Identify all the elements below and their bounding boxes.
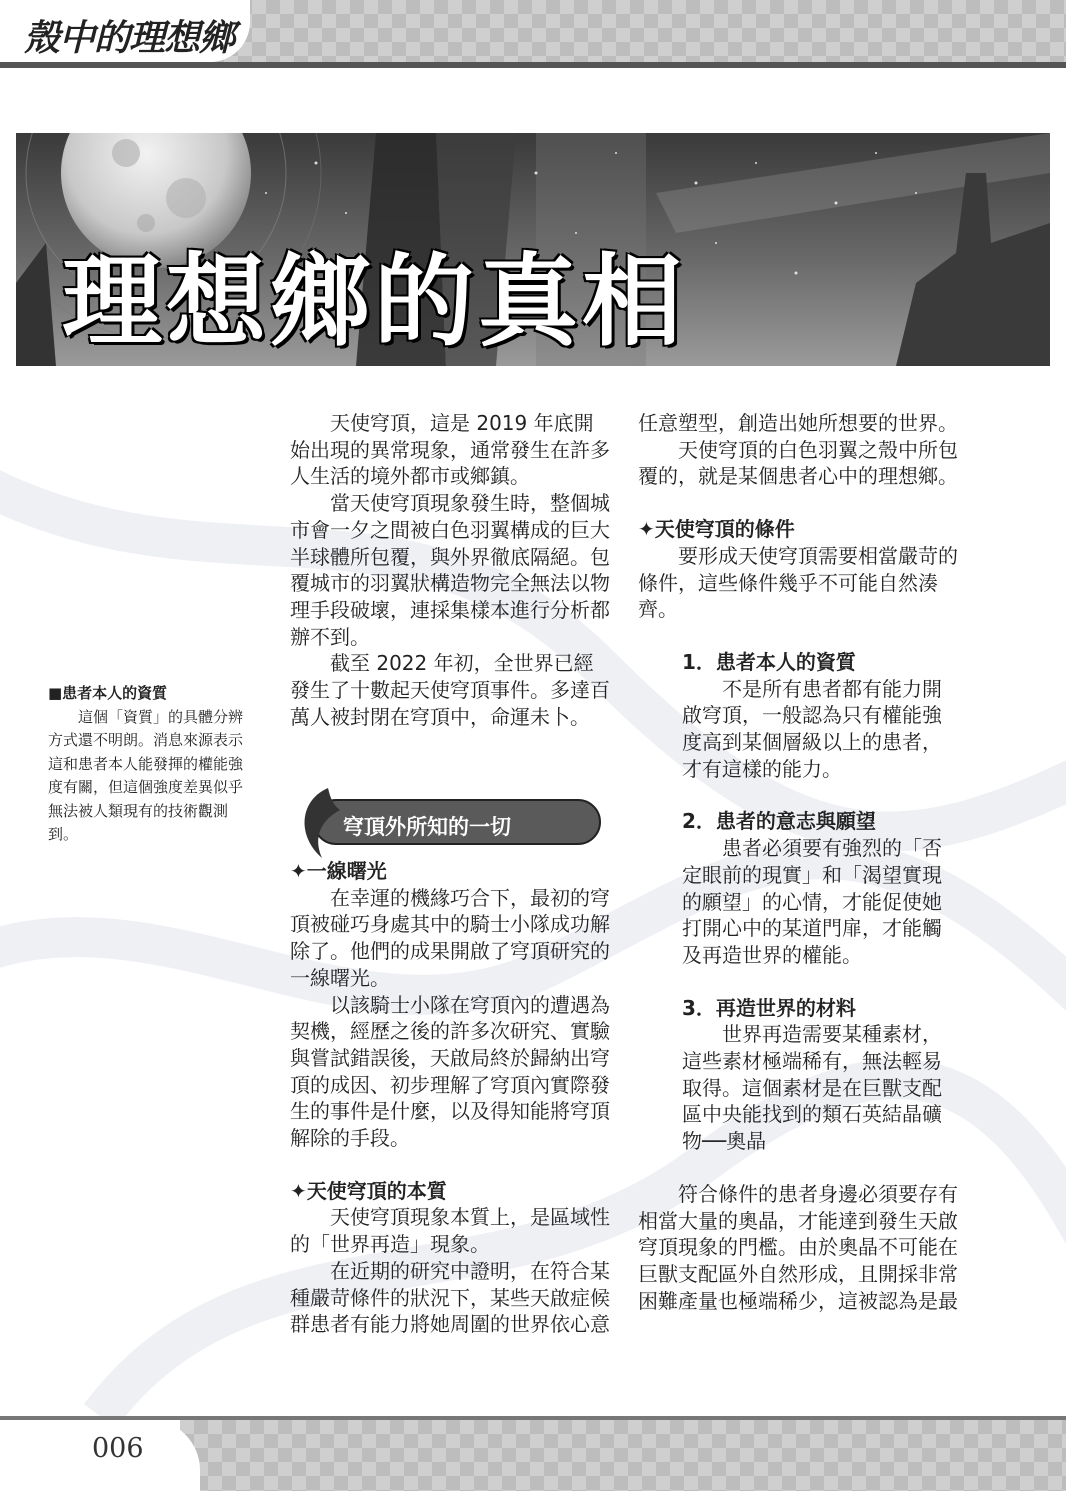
section-heading: 穹頂外所知的一切 xyxy=(343,815,511,839)
condition-list xyxy=(638,649,960,1155)
condition-body: 不是所有患者都有能力開啟穹頂，一般認為只有權能強度高到某個層級以上的患者，才有這樣的能力。 xyxy=(682,676,942,781)
column-1-bottom xyxy=(290,858,612,1338)
paragraph: 在近期的研究中證明，在符合某種嚴苛條件的狀況下，某些天啟症候群患者有能力將她周圍的世界依心意 xyxy=(290,1258,610,1337)
subsection-heading: ✦天使穹頂的條件 xyxy=(638,517,795,542)
paragraph: 任意塑型，創造出她所想要的世界。 xyxy=(638,411,958,435)
condition-body: 患者必須要有強烈的「否定眼前的現實」和「渴望實現的願望」的心情，才能促使她打開心中的某道門扉，才能觸及再造世界的權能。 xyxy=(682,836,942,967)
sidebar-body: 這個「資質」的具體分辨方式還不明朗。消息來源表示這和患者本人能發揮的權能強度有關，但這個強度差異似乎無法被人類現有的技術觀測到。 xyxy=(48,707,244,843)
column-1-top xyxy=(290,410,612,730)
paragraph: 天使穹頂，這是 2019 年底開始出現的異常現象，通常發生在許多人生活的境外都市或鄉鎮。 xyxy=(290,411,610,489)
header-rule xyxy=(0,62,1066,68)
footer-pattern xyxy=(180,1420,1066,1491)
paragraph: 符合條件的患者身邊必須要存有相當大量的奧晶，才能達到發生天啟穹頂現象的門檻。由於奧晶不可能在巨獸支配區外自然形成，且開採非常困難產量也極端稀少，這被認為是最 xyxy=(638,1181,958,1313)
paragraph: 天使穹頂的白色羽翼之殼中所包覆的，就是某個患者心中的理想鄉。 xyxy=(638,437,958,489)
paragraph: 以該騎士小隊在穹頂內的遭遇為契機，經歷之後的許多次研究、實驗與嘗試錯誤後，天啟局終於歸納出穹頂的成因、初步理解了穹頂內實際發生的事件是什麼，以及得知能將穹頂解除的手段。 xyxy=(290,992,610,1151)
page-footer xyxy=(0,1416,1066,1491)
condition-title: 2．患者的意志與願望 xyxy=(682,809,876,834)
paragraph: 當天使穹頂現象發生時，整個城市會一夕之間被白色羽翼構成的巨大半球體所包覆，與外界徹底隔絕。包覆城市的羽翼狀構造物完全無法以物理手段破壞，連採集樣本進行分析都辦不到。 xyxy=(290,491,610,649)
condition-body: 世界再造需要某種素材，這些素材極端稀有，無法輕易取得。這個素材是在巨獸支配區中央能找到的類石英結晶礦物──奧晶 xyxy=(682,1022,942,1154)
page-header xyxy=(0,0,1066,72)
header-title: 殼中的理想鄉 xyxy=(24,17,235,59)
chapter-title: 理想鄉的真相 xyxy=(62,242,686,360)
sidebar-note xyxy=(48,682,248,847)
sidebar-title: ■患者本人的資質 xyxy=(48,684,168,702)
paragraph: 天使穹頂現象本質上，是區域性的「世界再造」現象。 xyxy=(290,1205,610,1257)
condition-title: 1．患者本人的資質 xyxy=(682,649,856,674)
chapter-banner xyxy=(16,133,1050,366)
paragraph: 要形成天使穹頂需要相當嚴苛的條件，這些條件幾乎不可能自然湊齊。 xyxy=(638,543,958,622)
subsection-heading: ✦一線曙光 xyxy=(290,859,387,883)
paragraph: 截至 2022 年初，全世界已經發生了十數起天使穹頂事件。多達百萬人被封閉在穹頂中，命運未卜。 xyxy=(290,651,610,729)
condition-title: 3．再造世界的材料 xyxy=(682,995,856,1020)
column-2 xyxy=(638,410,960,1314)
page-number: 006 xyxy=(92,1433,144,1464)
subsection-heading: ✦天使穹頂的本質 xyxy=(290,1178,447,1203)
paragraph: 在幸運的機緣巧合下，最初的穹頂被碰巧身處其中的騎士小隊成功解除了。他們的成果開啟了穹頂研究的一線曙光。 xyxy=(290,885,610,990)
